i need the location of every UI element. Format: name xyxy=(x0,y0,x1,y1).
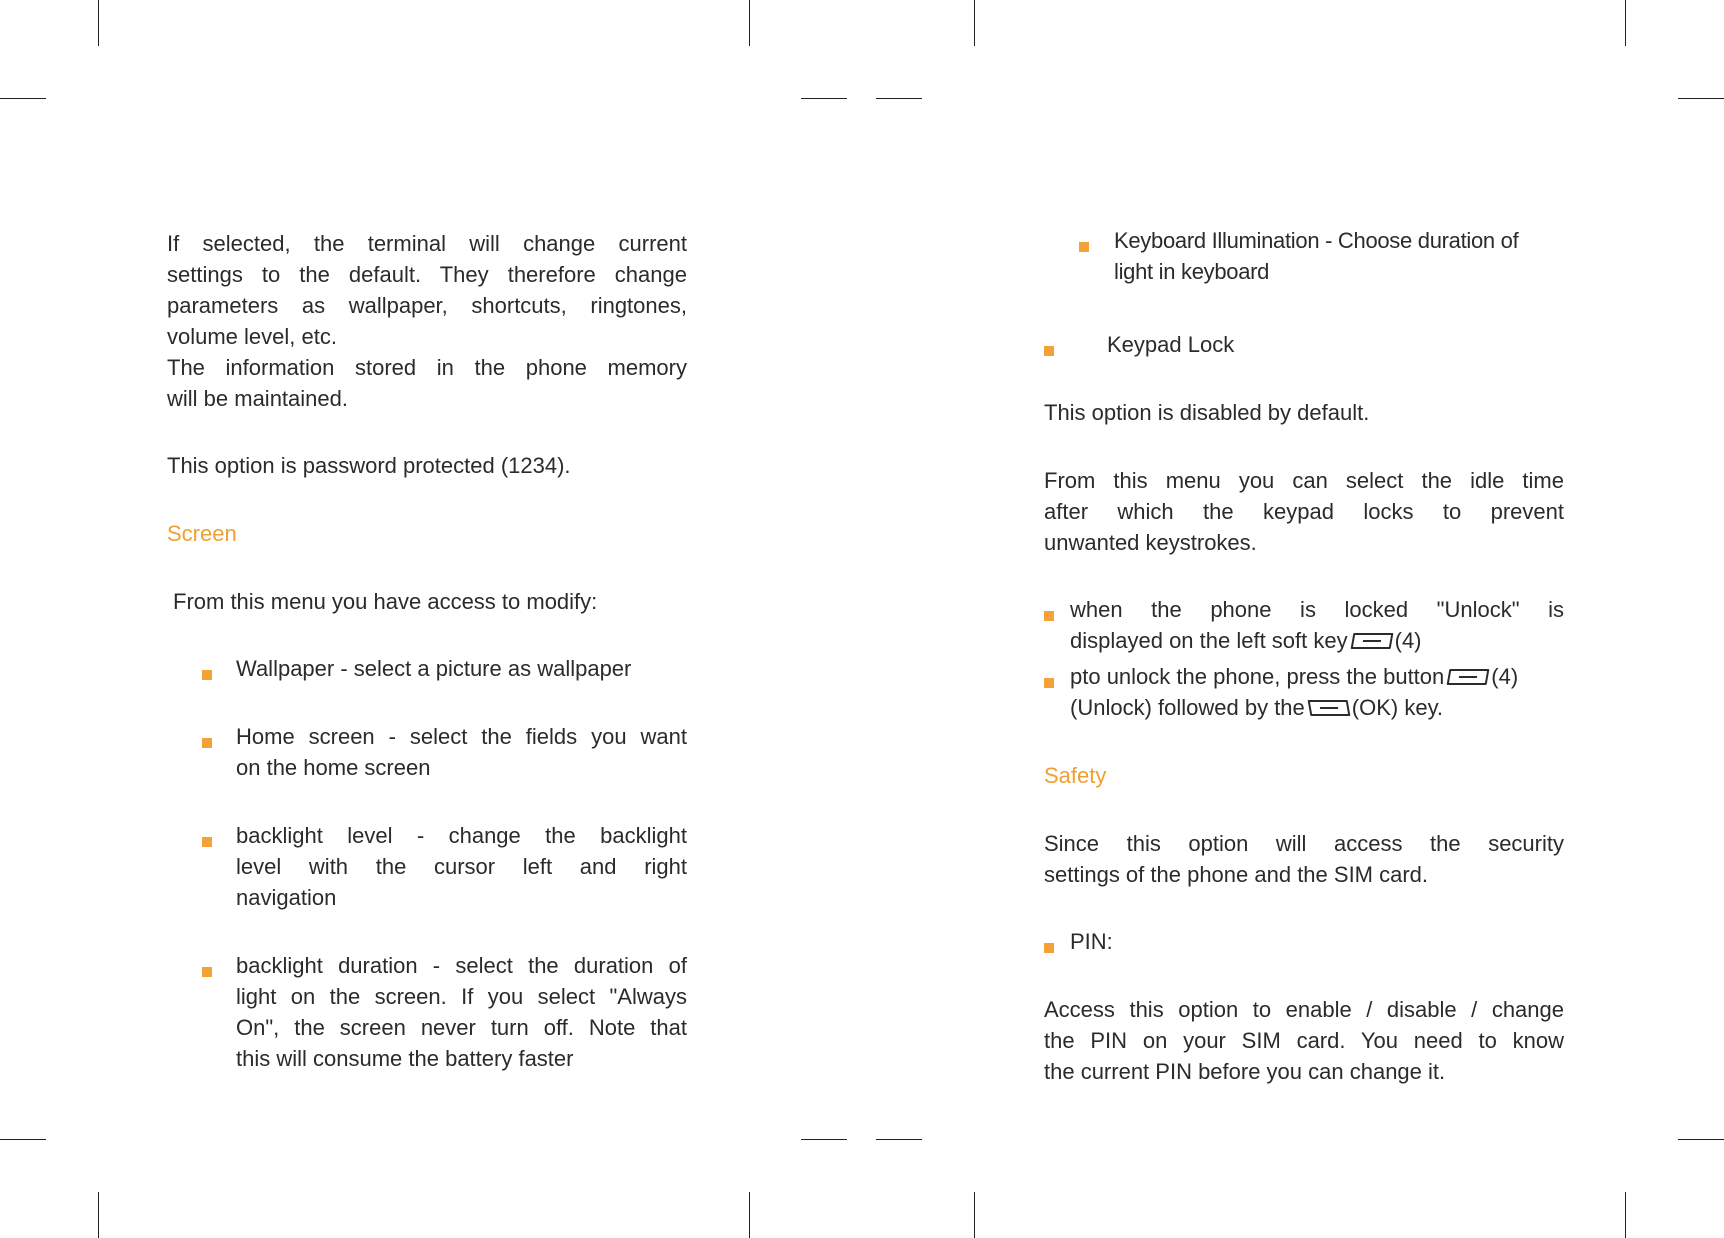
orange-square-bullet-icon xyxy=(1044,943,1054,953)
text-line: If selected, the terminal will change current xyxy=(167,231,687,256)
orange-square-bullet-icon xyxy=(1044,678,1054,688)
crop-mark xyxy=(801,98,847,99)
crop-mark xyxy=(98,1192,99,1238)
safety-heading: Safety xyxy=(1044,763,1107,788)
text-fragment: displayed on the left soft key xyxy=(1070,628,1348,653)
text-line: backlight level - change the backlight xyxy=(236,823,687,848)
crop-mark xyxy=(1678,98,1724,99)
list-item-text xyxy=(236,721,687,783)
reset-description xyxy=(167,228,687,414)
text-line: the PIN on your SIM card. You need to know xyxy=(1044,1028,1564,1053)
text-line: navigation xyxy=(236,885,337,910)
list-item-text xyxy=(236,820,687,913)
text-line: after which the keypad locks to prevent xyxy=(1044,499,1564,524)
crop-mark xyxy=(0,1139,46,1140)
text-line: On", the screen never turn off. Note that xyxy=(236,1015,687,1040)
soft-key-icon xyxy=(1350,633,1393,649)
orange-square-bullet-icon xyxy=(1044,611,1054,621)
screen-intro: From this menu you have access to modify: xyxy=(173,589,598,614)
crop-mark xyxy=(1678,1139,1724,1140)
text-fragment: (Unlock) followed by the xyxy=(1070,695,1305,720)
screen-heading: Screen xyxy=(167,521,237,546)
orange-square-bullet-icon xyxy=(202,738,212,748)
orange-square-bullet-icon xyxy=(202,967,212,977)
text-line: will be maintained. xyxy=(167,386,348,411)
ok-key-icon xyxy=(1307,700,1350,716)
orange-square-bullet-icon xyxy=(202,670,212,680)
list-item-text xyxy=(236,653,687,684)
orange-square-bullet-icon xyxy=(1044,346,1054,356)
text-line: the current PIN before you can change it. xyxy=(1044,1059,1446,1084)
safety-description xyxy=(1044,828,1564,890)
crop-mark xyxy=(749,0,750,46)
crop-mark xyxy=(98,0,99,46)
text-line: settings of the phone and the SIM card. xyxy=(1044,862,1429,887)
text-line: light on the screen. If you select "Always xyxy=(236,984,687,1009)
list-item-text xyxy=(1070,661,1564,723)
list-item-text xyxy=(1070,594,1564,656)
text-line: backlight duration - select the duration of xyxy=(236,953,687,978)
text-line: when the phone is locked "Unlock" is xyxy=(1070,597,1564,622)
text-fragment: (4) xyxy=(1491,664,1519,689)
text-line: on the home screen xyxy=(236,755,431,780)
text-fragment: (4) xyxy=(1394,628,1422,653)
text-line: level with the cursor left and right xyxy=(236,854,687,879)
text-line: this will consume the battery faster xyxy=(236,1046,574,1071)
list-item-text xyxy=(1107,329,1564,360)
text-line: light in keyboard xyxy=(1114,259,1270,284)
text-line: volume level, etc. xyxy=(167,324,337,349)
orange-square-bullet-icon xyxy=(202,837,212,847)
list-item-text xyxy=(1070,926,1564,957)
text-line: Keyboard Illumination - Choose duration of xyxy=(1114,228,1519,253)
text-line: Access this option to enable / disable / change xyxy=(1044,997,1564,1022)
crop-mark xyxy=(1625,1192,1626,1238)
crop-mark xyxy=(974,0,975,46)
text-line: settings to the default. They therefore change xyxy=(167,262,687,287)
text-line: Wallpaper - select a picture as wallpaper xyxy=(236,656,632,681)
text-line: unwanted keystrokes. xyxy=(1044,530,1257,555)
crop-mark xyxy=(876,98,922,99)
text-line: Since this option will access the security xyxy=(1044,831,1564,856)
text-line xyxy=(1070,625,1564,656)
crop-mark xyxy=(1625,0,1626,46)
text-line: The information stored in the phone memory xyxy=(167,355,687,380)
pin-description xyxy=(1044,994,1564,1087)
text-line xyxy=(1070,661,1564,692)
text-fragment: pto unlock the phone, press the button xyxy=(1070,664,1445,689)
list-item-text xyxy=(1114,225,1564,287)
crop-mark xyxy=(801,1139,847,1140)
password-note: This option is password protected (1234). xyxy=(167,453,571,478)
text-line: parameters as wallpaper, shortcuts, ringtones, xyxy=(167,293,687,318)
crop-mark xyxy=(876,1139,922,1140)
text-fragment: (OK) key. xyxy=(1351,695,1444,720)
text-line xyxy=(1070,692,1564,723)
text-line: From this menu you can select the idle time xyxy=(1044,468,1564,493)
orange-square-bullet-icon xyxy=(1079,242,1089,252)
crop-mark xyxy=(974,1192,975,1238)
pin-label: PIN: xyxy=(1070,929,1113,954)
soft-key-icon xyxy=(1447,669,1490,685)
text-line: Home screen - select the fields you want xyxy=(236,724,687,749)
disabled-note: This option is disabled by default. xyxy=(1044,400,1370,425)
crop-mark xyxy=(749,1192,750,1238)
list-item-text xyxy=(236,950,687,1074)
idle-description xyxy=(1044,465,1564,558)
crop-mark xyxy=(0,98,46,99)
keypad-lock-label: Keypad Lock xyxy=(1107,332,1235,357)
